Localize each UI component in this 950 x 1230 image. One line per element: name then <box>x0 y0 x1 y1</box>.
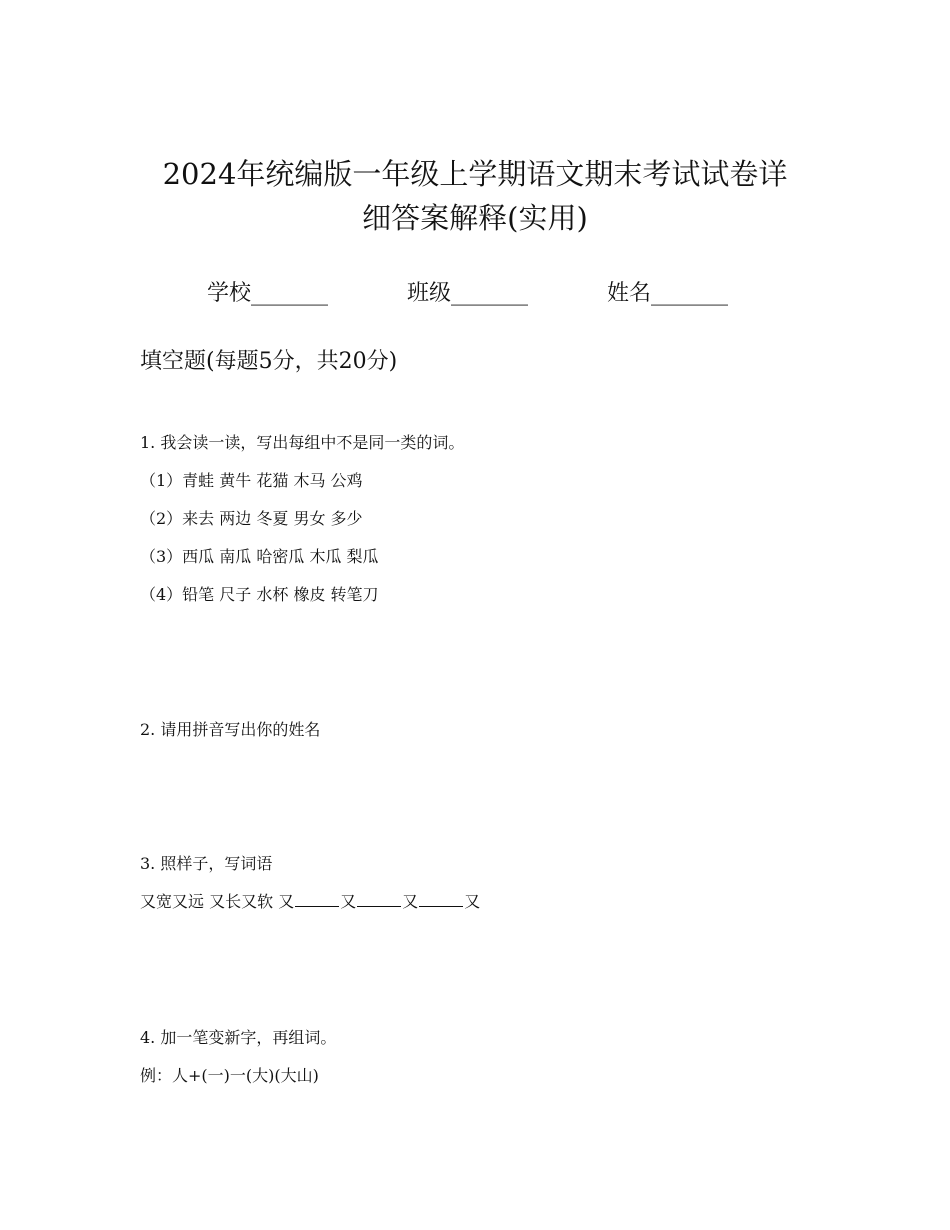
question-2-prompt: 2. 请用拼音写出你的姓名 <box>140 720 321 739</box>
question-3-example: 又宽又远 又长又软 <box>140 892 279 911</box>
school-field: 学校_______ <box>207 281 329 306</box>
question-4-prompt: 4. 加一笔变新字，再组词。 <box>140 1028 337 1047</box>
answer-blank[interactable] <box>357 892 401 907</box>
class-field: 班级_______ <box>407 281 529 306</box>
question-1-item-3: （3）西瓜 南瓜 哈密瓜 木瓜 梨瓜 <box>140 547 379 566</box>
question-3-prompt: 3. 照样子，写词语 <box>140 854 273 873</box>
you-char: 又 <box>464 892 481 911</box>
question-1-item-4: （4）铅笔 尺子 水杯 橡皮 转笔刀 <box>140 585 379 604</box>
title-line-1: 2024年统编版一年级上学期语文期末考试试卷详 <box>162 157 788 191</box>
question-1-item-1: （1）青蛙 黄牛 花猫 木马 公鸡 <box>140 471 363 490</box>
section-heading: 填空题(每题5分，共20分) <box>140 349 398 374</box>
question-1-prompt: 1. 我会读一读，写出每组中不是同一类的词。 <box>140 433 465 452</box>
document-title <box>0 152 950 240</box>
you-char: 又 <box>340 892 357 911</box>
question-1-item-2: （2）来去 两边 冬夏 男女 多少 <box>140 509 363 528</box>
answer-blank[interactable] <box>419 892 463 907</box>
you-char: 又 <box>278 892 295 911</box>
question-3-answer-line <box>140 891 480 913</box>
you-char: 又 <box>402 892 419 911</box>
name-field: 姓名_______ <box>607 281 729 306</box>
title-line-2: 细答案解释(实用) <box>362 201 588 235</box>
answer-blank[interactable] <box>295 892 339 907</box>
question-4-example: 例：人+(一)一(大)(大山) <box>140 1066 319 1085</box>
